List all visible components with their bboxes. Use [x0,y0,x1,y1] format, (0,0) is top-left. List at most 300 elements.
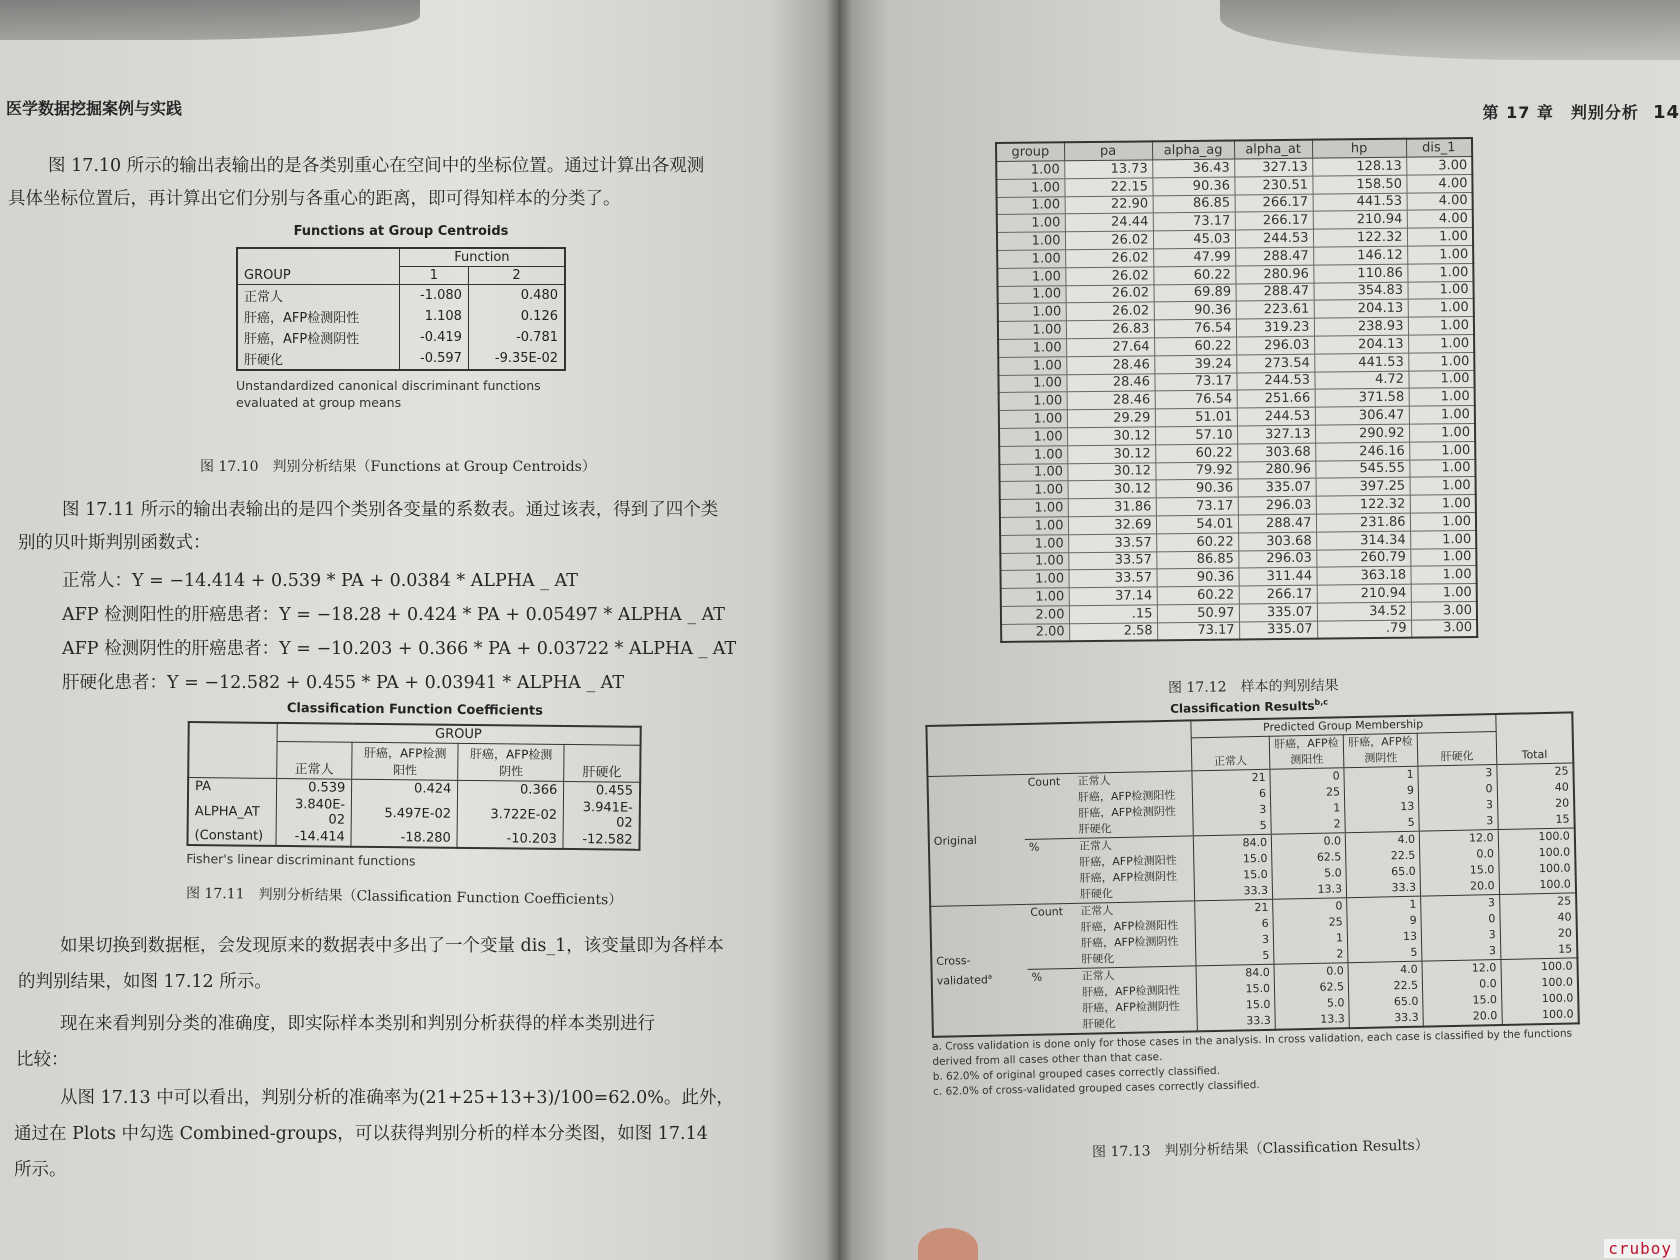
grid-cell: 37.14 [1069,587,1157,606]
cell: 3 [1419,813,1498,831]
grid-cell: 1.00 [1411,584,1477,602]
grid-cell: 3.00 [1411,619,1477,637]
grid-cell: 1.00 [1409,459,1475,477]
row-label: 肝癌，AFP检测阴性 [1074,803,1192,821]
grid-cell: 1.00 [997,196,1065,215]
grid-cell: 30.12 [1068,480,1156,499]
grid-cell: 34.52 [1317,602,1411,621]
col-header: 肝硬化 [1417,732,1496,767]
grid-cell: 1.00 [1408,352,1474,370]
grid-cell: 90.36 [1156,568,1238,587]
grid-cell: 1.00 [998,339,1066,358]
cell: -9.35E-02 [494,351,558,366]
cell: 1.108 [399,306,468,327]
grid-cell: 2.00 [1001,606,1069,625]
grid-cell: 1.00 [1409,406,1475,424]
grid-cell: 303.68 [1237,443,1315,462]
cell: 33.3 [1349,1010,1423,1029]
grid-cell: 4.72 [1314,371,1408,390]
cell: 3.840E-02 [276,796,352,829]
cell: 5 [1348,945,1422,963]
cell: 100.0 [1540,959,1573,974]
text-line: 别的贝叶斯判别函数式： [18,533,211,553]
grid-cell: 273.54 [1236,354,1314,373]
cell: 3 [1419,797,1498,815]
chapter-title: 第 17 章 判别分析 [1482,103,1639,122]
grid-cell: 76.54 [1155,390,1237,409]
grid-cell: 69.89 [1154,284,1236,303]
text-line: 比较： [16,1050,69,1070]
grid-cell: 441.53 [1313,193,1407,212]
grid-cell: 441.53 [1314,353,1408,372]
paragraph-centroids-intro [8,150,705,216]
equation-cirrhosis: 肝硬化患者：Y = −12.582 + 0.455 * PA + 0.03941 * ALPHA _ AT [62,673,624,693]
paragraph-dis1 [18,928,724,1000]
grid-row [1001,619,1477,642]
grid-cell: 327.13 [1234,158,1312,177]
cell: -0.781 [516,330,558,345]
grid-cell: .79 [1317,620,1411,639]
section-name: Original [933,833,977,848]
row-label: 肝癌，AFP检测阳性 [1077,917,1195,935]
cell: 15.0 [1196,997,1275,1015]
equation-afp-negative: AFP 检测阴性的肝癌患者：Y = −10.203 + 0.366 * PA + 0.03722 * ALPHA _ AT [62,639,737,659]
grid-cell: 31.86 [1068,498,1156,517]
row-label: 肝硬化 [1079,1014,1197,1033]
grid-cell: 26.83 [1066,320,1154,339]
grid-cell: 3.00 [1411,601,1477,619]
cell: 100.0 [1538,829,1571,844]
grid-cell: 1.00 [997,232,1065,251]
row-label: 肝癌，AFP检测阴性 [1075,868,1193,886]
cell: -10.203 [457,830,563,849]
grid-cell: 47.99 [1153,248,1235,267]
grid-cell: 60.22 [1153,266,1235,285]
grid-cell: 1.00 [1000,534,1068,553]
cell: 6 [1192,786,1271,804]
grid-cell: 1.00 [1409,441,1475,459]
cell: -0.419 [399,327,468,348]
row-label: 肝硬化 [1076,884,1194,903]
cell: 3.941E-02 [582,800,633,831]
bayes-equations [62,564,736,700]
sample-data-table [995,137,1478,643]
classification-results-figure [925,692,1581,1099]
figure-17-13-caption: 图 17.13 判别分析结果（Classification Results） [1091,1137,1429,1161]
block-kind: Count [1030,905,1064,919]
cell: 1 [1271,800,1345,818]
coefficients-note: Fisher's linear discriminant functions [186,850,416,869]
grid-cell: 230.51 [1234,176,1312,195]
row-label: 肝癌，AFP检测阳性 [1075,852,1193,870]
coefficients-group-header: GROUP [277,723,641,745]
grid-cell: 13.73 [1064,160,1152,179]
grid-cell: 22.90 [1065,195,1153,214]
cell: 84.0 [1196,964,1275,982]
cell: 5 [1345,815,1419,833]
row-label: (Constant) [187,827,275,846]
cell: 22.5 [1346,848,1420,866]
cell: 100.0 [1538,861,1571,876]
centroids-group-header: GROUP [237,248,399,285]
col-header-pa: pa [1064,141,1152,160]
watermark: cruboy [1604,1239,1676,1258]
col-header: 肝硬化 [582,765,622,781]
grid-cell: 1.00 [1407,228,1473,246]
grid-cell: 1.00 [1410,530,1476,548]
cell: 3 [1192,802,1271,820]
note-line: evaluated at group means [236,395,402,410]
grid-cell: 26.02 [1065,249,1153,268]
row-label: 肝癌，AFP检测阳性 [1078,982,1196,1000]
left-running-head: 医学数据挖掘案例与实践 [6,99,183,118]
right-running-head [1360,100,1680,123]
cell: 100.0 [1541,1007,1574,1022]
classification-table [925,711,1579,1038]
grid-cell: 303.68 [1238,532,1316,551]
grid-cell: 60.22 [1157,586,1239,605]
grid-cell: 28.46 [1067,391,1155,410]
cell: 15.0 [1193,851,1272,869]
cell: 13 [1345,799,1419,817]
cell: 100.0 [1538,845,1571,860]
section-label [930,904,1029,1036]
row-label: 肝硬化 [237,348,399,370]
cell: 3 [1422,943,1501,961]
grid-cell: 122.32 [1313,228,1407,247]
grid-cell: 1.00 [1410,477,1476,495]
grid-cell: 1.00 [1410,548,1476,566]
page-top-shadow [1220,0,1680,60]
grid-cell: 128.13 [1312,157,1406,176]
grid-body [996,157,1477,642]
grid-cell: 2.00 [1001,623,1069,642]
grid-cell: 86.85 [1156,551,1238,570]
block-kind: % [1031,970,1043,984]
cell: 6 [1194,916,1273,934]
grid-cell: 1.00 [1000,552,1068,571]
grid-cell: 1.00 [1000,481,1068,500]
cell: -12.582 [582,832,633,848]
cell: 2 [1271,816,1345,834]
col-header: 正常人 [1191,736,1270,771]
cell: 1 [1344,766,1418,784]
grid-cell: 296.03 [1236,336,1314,355]
cell: 0 [1273,898,1347,916]
grid-cell: 335.07 [1239,621,1317,640]
cell: 0 [1421,911,1500,929]
grid-cell: 1.00 [996,161,1064,180]
cell: 5 [1195,948,1274,966]
paragraph-coefficients-intro [18,494,719,560]
grid-cell: 1.00 [1408,334,1474,352]
cell: 100.0 [1541,975,1574,990]
cell: 5.0 [1275,995,1349,1013]
grid-cell: 335.07 [1239,603,1317,622]
grid-cell: 54.01 [1156,515,1238,534]
figure-17-12-caption: 图 17.12 样本的判别结果 [1167,677,1339,697]
cell: 0 [1418,781,1497,799]
grid-cell: 306.47 [1315,406,1409,425]
grid-cell: 50.97 [1157,604,1239,623]
grid-cell: 146.12 [1313,246,1407,265]
grid-cell: 204.13 [1314,300,1408,319]
text-line: 如果切换到数据框，会发现原来的数据表中多出了一个变量 dis_1，该变量即为各样本 [60,936,724,956]
grid-cell: 26.02 [1065,231,1153,250]
grid-cell: 1.00 [1408,317,1474,335]
grid-cell: 1.00 [1408,370,1474,388]
grid-cell: 1.00 [1000,499,1068,518]
grid-cell: 251.66 [1237,390,1315,409]
cell: 1 [1347,896,1421,914]
cell: 15 [1558,942,1573,956]
centroids-table [236,247,566,371]
cell: 15 [1555,812,1570,826]
text-line: 具体坐标位置后，再计算出它们分别与各重心的距离，即可得知样本的分类了。 [8,189,621,209]
cell: 0.126 [520,309,558,324]
centroids-function-header: Function [399,248,565,267]
cell: 9 [1344,783,1418,801]
grid-cell: 32.69 [1068,516,1156,535]
grid-cell: 36.43 [1152,159,1234,178]
cell: 4.0 [1348,961,1422,979]
cell: 20.0 [1423,1008,1502,1027]
cell: 0.424 [352,779,458,798]
grid-cell: 1.00 [998,357,1066,376]
grid-cell: 280.96 [1237,461,1315,480]
grid-cell: 296.03 [1238,550,1316,569]
grid-cell: 1.00 [1410,495,1476,513]
grid-cell: 204.13 [1314,335,1408,354]
grid-cell: 363.18 [1316,567,1410,586]
grid-cell: 354.83 [1313,282,1407,301]
row-label: 肝癌，AFP检测阴性 [1078,998,1196,1016]
grid-cell: 1.00 [1407,245,1473,263]
grid-cell: 371.58 [1315,389,1409,408]
grid-cell: 1.00 [1001,588,1069,607]
grid-cell: 288.47 [1235,283,1313,302]
cell: 0.0 [1271,833,1345,851]
cell: 20.0 [1420,878,1499,896]
grid-cell: 1.00 [1408,299,1474,317]
cell: 13.3 [1272,881,1346,899]
page-number: 14 [1652,102,1680,123]
grid-cell: 45.03 [1153,230,1235,249]
paragraph-accuracy-intro [16,1006,655,1078]
cell: 100.0 [1541,991,1574,1006]
page-corner-shadow [0,0,420,40]
grid-cell: 244.53 [1236,372,1314,391]
classification-title-sup: b,c [1314,697,1329,707]
note-c: c. 62.0% of cross-validated grouped cases correctly classified. [932,1079,1260,1098]
grid-cell: 1.00 [999,392,1067,411]
block-kind: Count [1027,775,1061,789]
col-header: 正常人 [276,741,352,779]
note-b: b. 62.0% of original grouped cases correctly classified. [932,1064,1221,1083]
text-line: 现在来看判别分类的准确度，即实际样本类别和判别分析获得的样本类别进行 [60,1014,655,1034]
cell: 25 [1554,764,1569,778]
total-header: Total [1521,747,1548,762]
cell: 40 [1554,780,1569,794]
col-header: 肝癌，AFP检测阳性 [1269,735,1344,770]
grid-cell: 1.00 [1000,570,1068,589]
grid-cell: 1.00 [1407,281,1473,299]
grid-cell: 60.22 [1156,533,1238,552]
grid-cell: 397.25 [1316,478,1410,497]
grid-cell: 33.57 [1068,551,1156,570]
grid-cell: 288.47 [1235,247,1313,266]
left-page [0,0,838,1260]
cell: 65.0 [1346,864,1420,882]
coefficients-figure [186,700,642,872]
grid-cell: 90.36 [1156,479,1238,498]
grid-cell: 1.00 [997,268,1065,287]
cell: -1.080 [399,285,468,307]
row-label: ALPHA_AT [188,795,276,828]
cell: -14.414 [275,828,351,847]
grid-cell: 27.64 [1066,338,1154,357]
cell: 33.3 [1197,1013,1276,1032]
grid-cell: 1.00 [998,374,1066,393]
row-label: 肝癌，AFP检测阴性 [1077,933,1195,951]
grid-cell: 51.01 [1155,408,1237,427]
cell: 0.480 [520,288,558,303]
text-line: 所示。 [14,1160,67,1180]
cell: 21 [1191,769,1270,787]
grid-cell: 26.02 [1066,284,1154,303]
text-line: 通过在 Plots 中勾选 Combined-groups，可以获得判别分析的样本分类图，如图 17.14 [14,1124,708,1144]
cell: 33.3 [1346,880,1420,898]
grid-cell: 24.44 [1065,213,1153,232]
grid-cell: 73.17 [1157,622,1239,641]
note-line: Unstandardized canonical discriminant functions [236,378,541,393]
cell: 3.722E-02 [457,798,563,831]
cell: 3 [1195,932,1274,950]
coefficients-table [186,721,641,851]
text-line: 图 17.11 所示的输出表输出的是四个类别各变量的系数表。通过该表，得到了四个类 [62,500,719,520]
classification-body [927,763,1578,1037]
col-header-dis1: dis_1 [1406,138,1472,157]
grid-cell: 290.92 [1315,424,1409,443]
grid-cell: 39.24 [1154,355,1236,374]
grid-cell: 4.00 [1407,192,1473,210]
row-label: 肝硬化 [1074,819,1192,838]
centroids-col-2: 2 [512,268,521,283]
grid-cell: 231.86 [1316,513,1410,532]
grid-cell: 26.02 [1066,302,1154,321]
note-a: a. Cross validation is done only for those cases in the analysis. In cross validation, each case is classified by the functions derived from all cases other than that case. [932,1027,1573,1068]
cell: 25 [1557,894,1572,908]
col-header: 肝癌，AFP检测阳性 [352,742,458,780]
centroids-col-1: 1 [399,267,468,285]
classification-title-text: Classification Results [1169,698,1315,716]
grid-cell: 311.44 [1238,567,1316,586]
col-header: 肝癌，AFP检测阴性 [458,743,564,781]
grid-cell: 30.12 [1067,445,1155,464]
grid-cell: 1.00 [1409,388,1475,406]
cell: 21 [1194,899,1273,917]
grid-cell: 90.36 [1154,301,1236,320]
grid-cell: 266.17 [1235,194,1313,213]
cell: 1 [1273,930,1347,948]
grid-cell: 1.00 [1410,566,1476,584]
col-header-alpha-ag: alpha_ag [1152,140,1234,159]
thumb [918,1228,978,1260]
grid-cell: 1.00 [998,303,1066,322]
grid-cell: 4.00 [1407,210,1473,228]
grid-cell: 73.17 [1156,497,1238,516]
grid-cell: 210.94 [1317,584,1411,603]
cell: 20 [1555,796,1570,810]
row-label: 肝癌，AFP检测阳性 [237,306,399,327]
grid-cell: 266.17 [1239,585,1317,604]
cell: 62.5 [1272,849,1346,867]
centroids-figure [236,224,566,411]
row-label: 肝癌，AFP检测阴性 [237,327,399,348]
grid-cell: 90.36 [1152,177,1234,196]
cell: 2 [1274,946,1348,964]
col-header-alpha-at: alpha_at [1234,140,1312,159]
row-label: 肝癌，AFP检测阳性 [1074,787,1192,805]
equation-afp-positive: AFP 检测阳性的肝癌患者：Y = −18.28 + 0.424 * PA + 0.05497 * ALPHA _ AT [62,605,725,625]
grid-cell: 28.46 [1066,356,1154,375]
cell: 12.0 [1422,960,1501,978]
grid-cell: 60.22 [1155,444,1237,463]
grid-cell: 288.47 [1238,514,1316,533]
cell: 0.539 [276,778,352,796]
grid-cell: 79.92 [1155,462,1237,481]
figure-17-11-caption: 图 17.11 判别分析结果（Classification Function Coefficients） [185,885,623,909]
cell: 84.0 [1193,834,1272,852]
grid-cell: 4.00 [1406,174,1472,192]
col-header-hp: hp [1312,139,1406,158]
text-line: 的判别结果，如图 17.12 所示。 [18,972,272,992]
cell: 15.0 [1420,862,1499,880]
row-label: 肝硬化 [1077,949,1195,968]
grid-cell: 1.00 [999,446,1067,465]
cell: 5.0 [1272,865,1346,883]
grid-cell: 73.17 [1153,212,1235,231]
grid-cell: 3.00 [1406,157,1472,175]
grid-cell: 1.00 [998,321,1066,340]
grid-cell: 158.50 [1312,175,1406,194]
cell: 3 [1421,927,1500,945]
grid-cell: 33.57 [1068,569,1156,588]
grid-cell: 246.16 [1315,442,1409,461]
cell: 4.0 [1345,831,1419,849]
grid-cell: 1.00 [1409,423,1475,441]
grid-cell: 238.93 [1314,317,1408,336]
blank-corner [926,720,1191,776]
row-label: 正常人 [1075,836,1193,855]
predicted-header: Predicted Group Membership [1190,714,1496,738]
cell: 0.455 [595,783,634,799]
cell: 5 [1192,818,1271,836]
grid-cell: 335.07 [1238,479,1316,498]
grid-cell: 122.32 [1316,495,1410,514]
grid-cell: 22.15 [1064,178,1152,197]
grid-cell: 1.00 [1407,263,1473,281]
cell: 15.0 [1196,981,1275,999]
row-label: PA [188,778,276,796]
cell: 0.0 [1422,976,1501,994]
grid-cell: 1.00 [997,250,1065,269]
grid-cell: 210.94 [1313,211,1407,230]
grid-cell: 86.85 [1153,195,1235,214]
col-header: 肝癌，AFP检测阴性 [1343,733,1418,768]
grid-cell: 244.53 [1237,407,1315,426]
centroids-title: Functions at Group Centroids [293,224,509,239]
